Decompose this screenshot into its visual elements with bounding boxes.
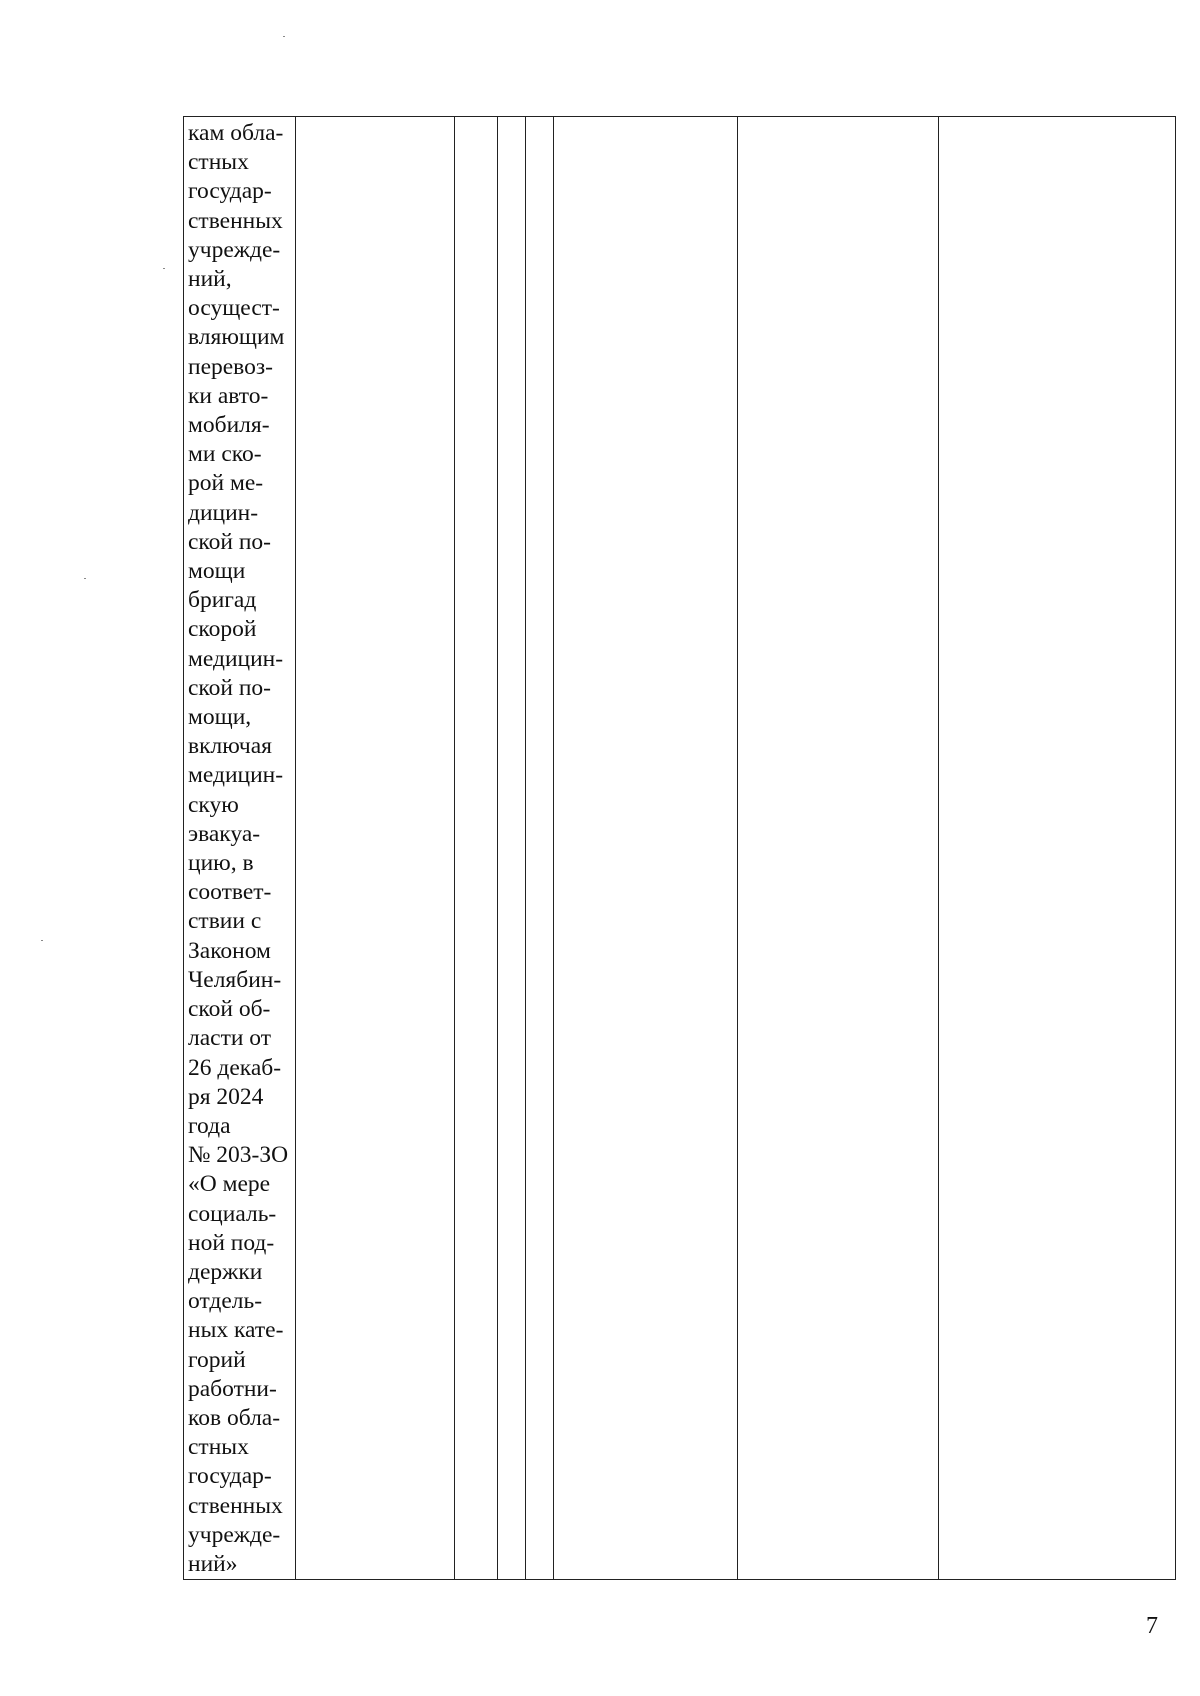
table-cell-empty	[526, 117, 554, 1580]
description-line: медицин-	[188, 645, 284, 672]
description-line: скорой	[188, 616, 257, 643]
description-line: стных	[188, 1434, 249, 1461]
table-row	[184, 117, 1176, 1580]
description-line: скую	[188, 791, 239, 818]
description-line: горий	[188, 1346, 246, 1373]
description-line: Законом	[188, 937, 271, 964]
table-cell-empty	[296, 117, 455, 1580]
description-line: ственных	[188, 207, 283, 234]
description-line: отдель-	[188, 1288, 263, 1315]
description-line: цию, в	[188, 850, 254, 877]
description-line: мощи	[188, 558, 246, 585]
description-line: мощи,	[188, 704, 252, 731]
description-line: рой ме-	[188, 470, 264, 497]
description-line: социаль-	[188, 1200, 277, 1227]
description-line: вляющим	[188, 324, 285, 351]
description-line: ской по-	[188, 528, 272, 555]
description-line: ской по-	[188, 674, 272, 701]
table-cell-empty	[738, 117, 939, 1580]
description-line: учрежде-	[188, 236, 281, 263]
table-cell-empty	[554, 117, 738, 1580]
table-cell-empty	[498, 117, 526, 1580]
description-line: учрежде-	[188, 1521, 281, 1548]
description-line: ний»	[188, 1550, 238, 1577]
description-line: кам обла-	[188, 120, 284, 146]
table-cell-empty	[455, 117, 498, 1580]
description-line: соответ-	[188, 879, 272, 906]
description-line: медицин-	[188, 762, 284, 789]
description-line: перевоз-	[188, 353, 273, 380]
description-line: мобиля-	[188, 412, 270, 439]
description-line: ря 2024	[188, 1083, 264, 1110]
description-line: дицин-	[188, 499, 259, 526]
description-line: государ-	[188, 1463, 272, 1490]
description-line: ской об-	[188, 996, 271, 1023]
description-line: ний,	[188, 266, 232, 293]
description-line: Челябин-	[188, 966, 282, 993]
description-line: № 203-ЗО	[188, 1142, 289, 1169]
description-line: ми ско-	[188, 441, 262, 468]
description-line: ной под-	[188, 1229, 275, 1256]
description-line: 26 декаб-	[188, 1054, 282, 1081]
description-line: ных кате-	[188, 1317, 284, 1344]
description-line: ственных	[188, 1492, 283, 1519]
page-number: 7	[1146, 1613, 1158, 1639]
description-line: «О мере	[188, 1171, 271, 1198]
scan-speck	[84, 578, 86, 579]
description-line: ки авто-	[188, 382, 269, 409]
description-line: года	[188, 1112, 231, 1139]
description-line: ствии с	[188, 908, 262, 935]
description-line: осущест-	[188, 295, 280, 322]
description-line: бригад	[188, 587, 257, 614]
description-text	[184, 117, 295, 1579]
description-line: ласти от	[188, 1025, 272, 1052]
description-line: держки	[188, 1258, 263, 1285]
scan-speck	[163, 268, 165, 269]
description-line: включая	[188, 733, 272, 760]
scan-speck	[41, 940, 43, 941]
description-line: ков обла-	[188, 1404, 281, 1431]
scan-speck	[283, 36, 285, 37]
table-cell-empty	[939, 117, 1176, 1580]
description-line: эвакуа-	[188, 820, 261, 847]
description-line: государ-	[188, 178, 272, 205]
table-cell-description	[184, 117, 296, 1580]
description-line: работни-	[188, 1375, 277, 1402]
description-line: стных	[188, 149, 249, 176]
document-table	[183, 116, 1176, 1580]
